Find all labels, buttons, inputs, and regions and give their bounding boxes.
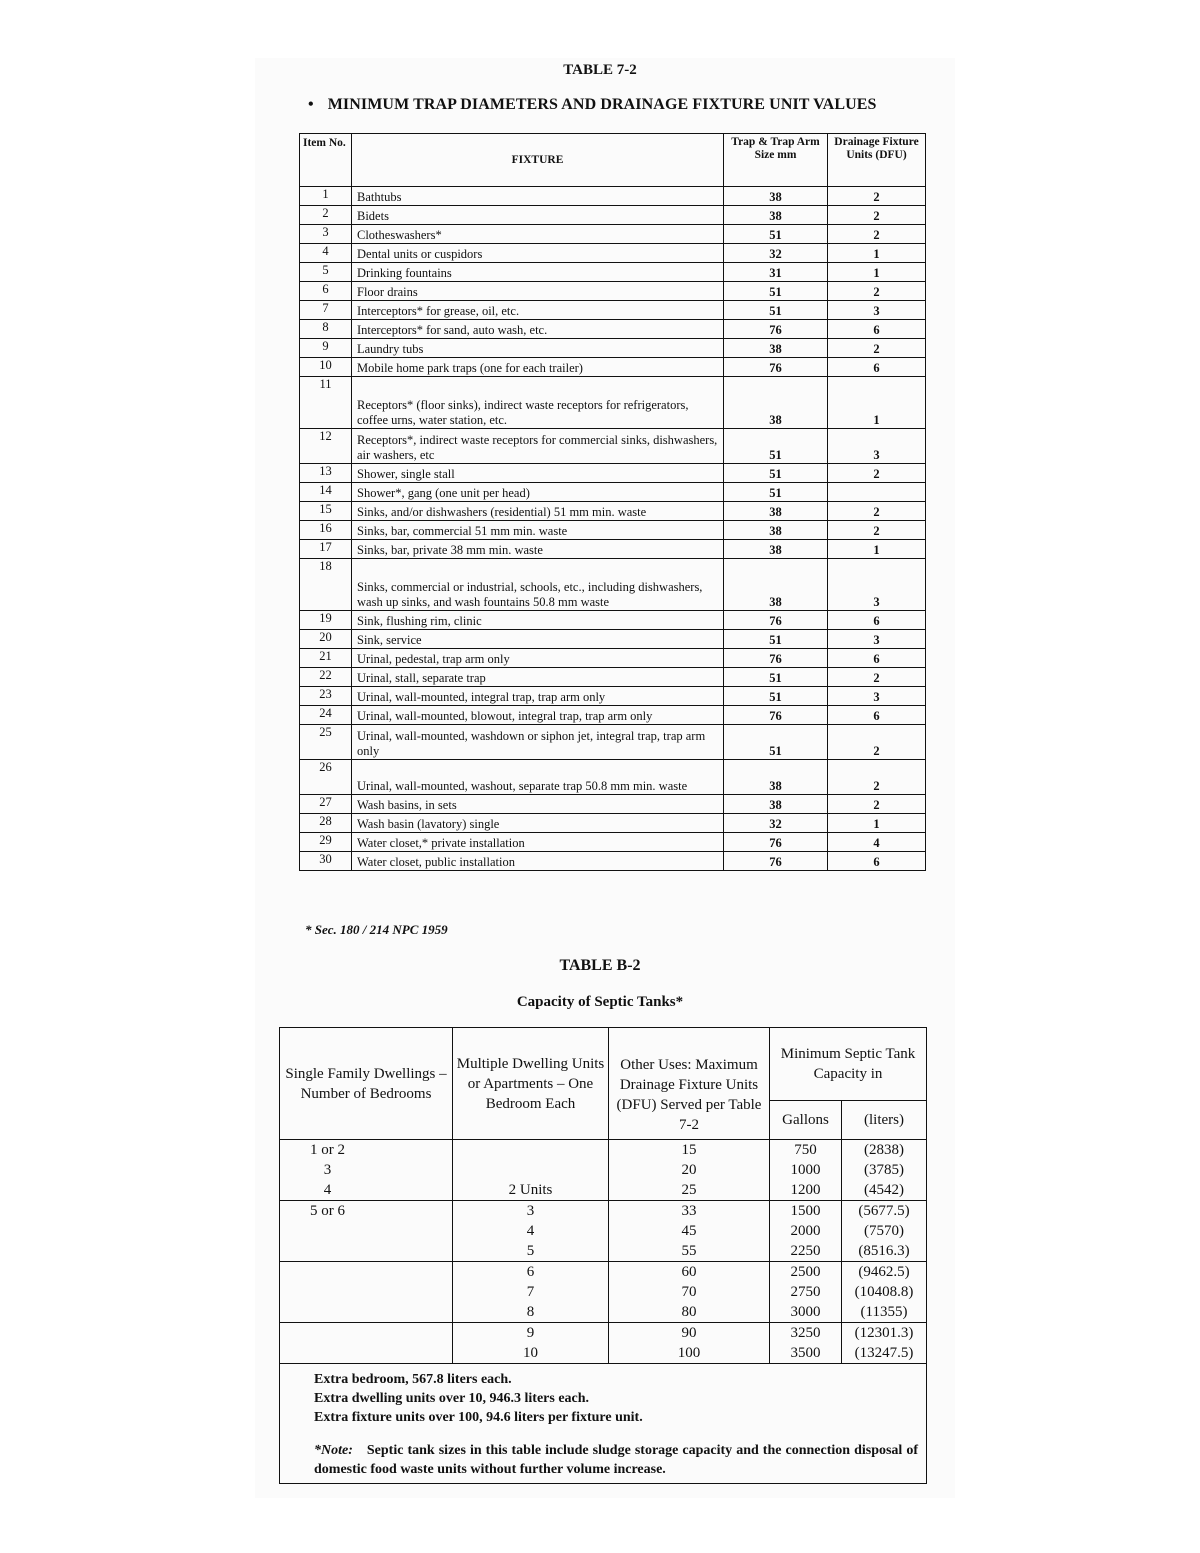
item-number: 17 (300, 540, 352, 559)
fixture-name: Sink, service (352, 630, 724, 649)
cell-line: 2750 (790, 1284, 821, 1300)
trap-size: 76 (724, 649, 828, 668)
cell-line: 2000 (790, 1223, 821, 1239)
cell-line: (11355) (860, 1304, 908, 1320)
cell-line: 100 (677, 1345, 701, 1361)
item-number: 7 (300, 301, 352, 320)
fixture-name: Urinal, stall, separate trap (352, 668, 724, 687)
cell-line (283, 1262, 372, 1282)
fixture-name: Receptors*, indirect waste receptors for commercial sinks, dishwashers, air washers, etc (352, 429, 724, 464)
item-number: 11 (300, 377, 352, 429)
fixture-name: Sinks, bar, commercial 51 mm min. waste (352, 521, 724, 540)
liters-cell (842, 1201, 927, 1262)
cell-line: 8 (526, 1304, 535, 1320)
trap-size: 76 (724, 833, 828, 852)
trap-size: 51 (724, 282, 828, 301)
table-row (300, 814, 926, 833)
cell-line: 5 (526, 1243, 535, 1259)
septic-row-group (280, 1140, 927, 1201)
dfu-value: 6 (828, 611, 926, 630)
table-7-2-subtitle-text: MINIMUM TRAP DIAMETERS AND DRAINAGE FIXTURE UNIT VALUES (327, 96, 877, 113)
item-number: 1 (300, 187, 352, 206)
cell-line (456, 1140, 605, 1160)
bullet-icon: • (308, 96, 314, 113)
table-row (300, 502, 926, 521)
gallons-cell (770, 1140, 842, 1201)
cell-line: 4 (323, 1182, 332, 1198)
cell-line: 3 (526, 1203, 535, 1219)
dwelling-units-cell (453, 1262, 609, 1323)
table-7-2-subtitle (308, 96, 877, 114)
dfu-value: 3 (828, 687, 926, 706)
cell-line: 5 or 6 (310, 1203, 345, 1219)
septic-table-body (280, 1140, 927, 1364)
item-number: 21 (300, 649, 352, 668)
cell-line: 3 (323, 1162, 332, 1178)
trap-size: 38 (724, 502, 828, 521)
item-number: 20 (300, 630, 352, 649)
dfu-value: 3 (828, 301, 926, 320)
fixture-name: Water closet, public installation (352, 852, 724, 871)
trap-size: 38 (724, 521, 828, 540)
gallons-cell (770, 1323, 842, 1364)
liters-cell (842, 1262, 927, 1323)
extra-fixture-note: Extra fixture units over 100, 94.6 liters per fixture unit. (314, 1410, 643, 1425)
dfu-cell (609, 1323, 770, 1364)
dfu-value: 2 (828, 339, 926, 358)
fixture-name: Shower*, gang (one unit per head) (352, 483, 724, 502)
trap-size: 51 (724, 668, 828, 687)
item-number: 9 (300, 339, 352, 358)
cell-line: 60 (681, 1264, 697, 1280)
table-row (300, 429, 926, 464)
liters-cell (842, 1140, 927, 1201)
cell-line: 15 (681, 1142, 697, 1158)
cell-line (456, 1160, 605, 1180)
trap-size: 76 (724, 611, 828, 630)
liters-cell (842, 1323, 927, 1364)
dfu-value: 2 (828, 521, 926, 540)
dwelling-units-cell (453, 1140, 609, 1201)
table-row (300, 521, 926, 540)
trap-size: 38 (724, 377, 828, 429)
table-row (300, 687, 926, 706)
trap-diameter-table (299, 133, 926, 871)
cell-line: 70 (681, 1284, 697, 1300)
fixture-name: Urinal, wall-mounted, washdown or siphon jet, integral trap, trap arm only (352, 725, 724, 760)
cell-line: (12301.3) (854, 1325, 914, 1341)
table-row (300, 795, 926, 814)
table-row (300, 706, 926, 725)
table-row (300, 358, 926, 377)
header-multiple-dwelling: Multiple Dwelling Units or Apartments – One Bedroom Each (453, 1028, 609, 1140)
table-7-2-title: TABLE 7-2 (563, 62, 637, 78)
dfu-value: 6 (828, 649, 926, 668)
fixture-name: Clotheswashers* (352, 225, 724, 244)
cell-line: 2500 (790, 1264, 821, 1280)
table-row (300, 852, 926, 871)
cell-line (283, 1323, 372, 1343)
item-number: 3 (300, 225, 352, 244)
fixture-name: Sinks, and/or dishwashers (residential) 51 mm min. waste (352, 502, 724, 521)
fixture-name: Wash basin (lavatory) single (352, 814, 724, 833)
fixture-name: Receptors* (floor sinks), indirect waste receptors for refrigerators, coffee urns, water station, etc. (352, 377, 724, 429)
cell-line: (9462.5) (858, 1264, 910, 1280)
dfu-value: 2 (828, 725, 926, 760)
table-row (300, 244, 926, 263)
header-single-family: Single Family Dwellings – Number of Bedrooms (280, 1028, 453, 1140)
item-number: 8 (300, 320, 352, 339)
table-row (300, 282, 926, 301)
cell-line: 750 (794, 1142, 817, 1158)
cell-line: (3785) (864, 1162, 904, 1178)
bedrooms-cell (280, 1201, 453, 1262)
item-number: 14 (300, 483, 352, 502)
cell-line (283, 1221, 372, 1241)
fixture-name: Interceptors* for grease, oil, etc. (352, 301, 724, 320)
item-number: 5 (300, 263, 352, 282)
trap-size: 38 (724, 206, 828, 225)
septic-row-group (280, 1323, 927, 1364)
fixture-name: Wash basins, in sets (352, 795, 724, 814)
gallons-cell (770, 1262, 842, 1323)
table-row (300, 483, 926, 502)
item-number: 12 (300, 429, 352, 464)
fixture-name: Urinal, wall-mounted, blowout, integral trap, trap arm only (352, 706, 724, 725)
table-b-2-title: TABLE B-2 (559, 957, 641, 974)
dfu-value: 2 (828, 187, 926, 206)
dfu-value: 6 (828, 358, 926, 377)
cell-line: 2 Units (508, 1182, 553, 1198)
dfu-value (828, 483, 926, 502)
extra-bedroom-note: Extra bedroom, 567.8 liters each. (314, 1372, 512, 1387)
fixture-name: Floor drains (352, 282, 724, 301)
item-number: 28 (300, 814, 352, 833)
trap-size: 38 (724, 339, 828, 358)
fixture-name: Urinal, wall-mounted, washout, separate trap 50.8 mm min. waste (352, 760, 724, 795)
table-row (300, 833, 926, 852)
dfu-value: 2 (828, 795, 926, 814)
dfu-value: 2 (828, 502, 926, 521)
trap-size: 76 (724, 320, 828, 339)
fixture-name: Dental units or cuspidors (352, 244, 724, 263)
note-text: Septic tank sizes in this table include sludge storage capacity and the connection disposal of domestic food waste units without further volume increase. (314, 1443, 919, 1477)
dfu-value: 2 (828, 668, 926, 687)
cell-line: (10408.8) (854, 1284, 914, 1300)
trap-size: 51 (724, 483, 828, 502)
cell-line: 1500 (790, 1203, 821, 1219)
cell-line: 45 (681, 1223, 697, 1239)
fixture-name: Urinal, wall-mounted, integral trap, trap arm only (352, 687, 724, 706)
gallons-cell (770, 1201, 842, 1262)
septic-tank-capacity-table (279, 1027, 927, 1484)
table-row (300, 339, 926, 358)
cell-line: 55 (681, 1243, 697, 1259)
item-number: 24 (300, 706, 352, 725)
dfu-value: 4 (828, 833, 926, 852)
trap-size: 31 (724, 263, 828, 282)
cell-line: 3500 (790, 1345, 821, 1361)
cell-line: 9 (526, 1325, 535, 1341)
bedrooms-cell (280, 1140, 453, 1201)
item-number: 27 (300, 795, 352, 814)
table-b-2-notes (280, 1364, 927, 1484)
cell-line: 3250 (790, 1325, 821, 1341)
trap-size: 51 (724, 630, 828, 649)
cell-line: 33 (681, 1203, 697, 1219)
trap-size: 76 (724, 358, 828, 377)
cell-line: 10 (523, 1345, 538, 1361)
trap-size: 51 (724, 225, 828, 244)
table-b-2-caption: Capacity of Septic Tanks* (516, 994, 684, 1010)
trap-size: 51 (724, 725, 828, 760)
dfu-value: 2 (828, 760, 926, 795)
trap-size: 76 (724, 706, 828, 725)
header-dfu: Drainage Fixture Units (DFU) (828, 134, 926, 187)
dwelling-units-cell (453, 1201, 609, 1262)
trap-size: 76 (724, 852, 828, 871)
item-number: 16 (300, 521, 352, 540)
cell-line: (5677.5) (858, 1203, 910, 1219)
cell-line: 90 (681, 1325, 697, 1341)
dfu-cell (609, 1262, 770, 1323)
cell-line: (4542) (864, 1182, 904, 1198)
trap-size: 51 (724, 464, 828, 483)
fixture-name: Bidets (352, 206, 724, 225)
item-number: 13 (300, 464, 352, 483)
trap-size: 51 (724, 301, 828, 320)
bedrooms-cell (280, 1323, 453, 1364)
table-row (300, 206, 926, 225)
cell-line: (8516.3) (858, 1243, 910, 1259)
table-row (300, 559, 926, 611)
cell-line: 80 (681, 1304, 697, 1320)
cell-line (283, 1343, 372, 1363)
trap-size: 38 (724, 540, 828, 559)
septic-row-group (280, 1201, 927, 1262)
header-fixture: FIXTURE (352, 134, 724, 187)
item-number: 26 (300, 760, 352, 795)
item-number: 22 (300, 668, 352, 687)
item-number: 2 (300, 206, 352, 225)
fixture-name: Urinal, pedestal, trap arm only (352, 649, 724, 668)
header-minimum-capacity: Minimum Septic Tank Capacity in (770, 1028, 927, 1101)
table-row (300, 760, 926, 795)
item-number: 15 (300, 502, 352, 521)
table-row (300, 377, 926, 429)
cell-line (283, 1302, 372, 1322)
table-row (300, 668, 926, 687)
dfu-value: 1 (828, 377, 926, 429)
septic-note (314, 1441, 918, 1479)
cell-line: (7570) (864, 1223, 904, 1239)
table-row (300, 263, 926, 282)
item-number: 4 (300, 244, 352, 263)
cell-line: 7 (526, 1284, 535, 1300)
item-number: 29 (300, 833, 352, 852)
table-row (300, 630, 926, 649)
dwelling-units-cell (453, 1323, 609, 1364)
table-row (300, 320, 926, 339)
fixture-name: Drinking fountains (352, 263, 724, 282)
dfu-cell (609, 1140, 770, 1201)
note-label: *Note: (314, 1443, 353, 1458)
table-row (300, 611, 926, 630)
fixture-name: Mobile home park traps (one for each trailer) (352, 358, 724, 377)
trap-diameter-table-body (300, 187, 926, 871)
fixture-name: Water closet,* private installation (352, 833, 724, 852)
dfu-value: 3 (828, 429, 926, 464)
fixture-name: Sinks, commercial or industrial, schools, etc., including dishwashers, wash up sinks, and wash fountains 50.8 mm waste (352, 559, 724, 611)
septic-row-group (280, 1262, 927, 1323)
dfu-value: 3 (828, 630, 926, 649)
fixture-name: Interceptors* for sand, auto wash, etc. (352, 320, 724, 339)
cell-line (283, 1241, 372, 1261)
dfu-value: 2 (828, 464, 926, 483)
bedrooms-cell (280, 1262, 453, 1323)
cell-line: 3000 (790, 1304, 821, 1320)
dfu-value: 1 (828, 814, 926, 833)
table-row (300, 187, 926, 206)
header-liters: (liters) (842, 1101, 927, 1140)
dfu-value: 1 (828, 244, 926, 263)
item-number: 25 (300, 725, 352, 760)
header-other-uses: Other Uses: Maximum Drainage Fixture Units (DFU) Served per Table 7-2 (609, 1028, 770, 1140)
trap-size: 51 (724, 429, 828, 464)
item-number: 19 (300, 611, 352, 630)
trap-size: 51 (724, 687, 828, 706)
dfu-value: 2 (828, 206, 926, 225)
header-item-no: Item No. (300, 134, 352, 187)
trap-size: 32 (724, 244, 828, 263)
table-row (300, 464, 926, 483)
fixture-name: Bathtubs (352, 187, 724, 206)
cell-line (283, 1282, 372, 1302)
cell-line: 20 (681, 1162, 697, 1178)
table-row (300, 540, 926, 559)
cell-line: (13247.5) (854, 1345, 914, 1361)
cell-line: 1 or 2 (310, 1142, 345, 1158)
item-number: 6 (300, 282, 352, 301)
table-row (300, 225, 926, 244)
fixture-name: Laundry tubs (352, 339, 724, 358)
table-7-2-footnote: * Sec. 180 / 214 NPC 1959 (305, 922, 448, 937)
dfu-value: 6 (828, 320, 926, 339)
item-number: 10 (300, 358, 352, 377)
cell-line: 1000 (790, 1162, 821, 1178)
dfu-value: 6 (828, 852, 926, 871)
trap-size: 38 (724, 760, 828, 795)
fixture-name: Sink, flushing rim, clinic (352, 611, 724, 630)
item-number: 18 (300, 559, 352, 611)
dfu-value: 6 (828, 706, 926, 725)
fixture-name: Sinks, bar, private 38 mm min. waste (352, 540, 724, 559)
item-number: 23 (300, 687, 352, 706)
cell-line: 4 (526, 1223, 535, 1239)
table-row (300, 725, 926, 760)
table-row (300, 649, 926, 668)
cell-line: (2838) (864, 1142, 904, 1158)
cell-line: 2250 (790, 1243, 821, 1259)
trap-size: 38 (724, 795, 828, 814)
cell-line: 6 (526, 1264, 535, 1280)
header-gallons: Gallons (770, 1101, 842, 1140)
fixture-name: Shower, single stall (352, 464, 724, 483)
item-number: 30 (300, 852, 352, 871)
cell-line: 25 (681, 1182, 697, 1198)
cell-line: 1200 (790, 1182, 821, 1198)
dfu-value: 1 (828, 540, 926, 559)
dfu-cell (609, 1201, 770, 1262)
trap-size: 38 (724, 187, 828, 206)
extra-dwelling-note: Extra dwelling units over 10, 946.3 liters each. (314, 1391, 590, 1406)
trap-size: 38 (724, 559, 828, 611)
dfu-value: 1 (828, 263, 926, 282)
dfu-value: 3 (828, 559, 926, 611)
table-row (300, 301, 926, 320)
dfu-value: 2 (828, 225, 926, 244)
trap-size: 32 (724, 814, 828, 833)
dfu-value: 2 (828, 282, 926, 301)
header-trap-size: Trap & Trap Arm Size mm (724, 134, 828, 187)
